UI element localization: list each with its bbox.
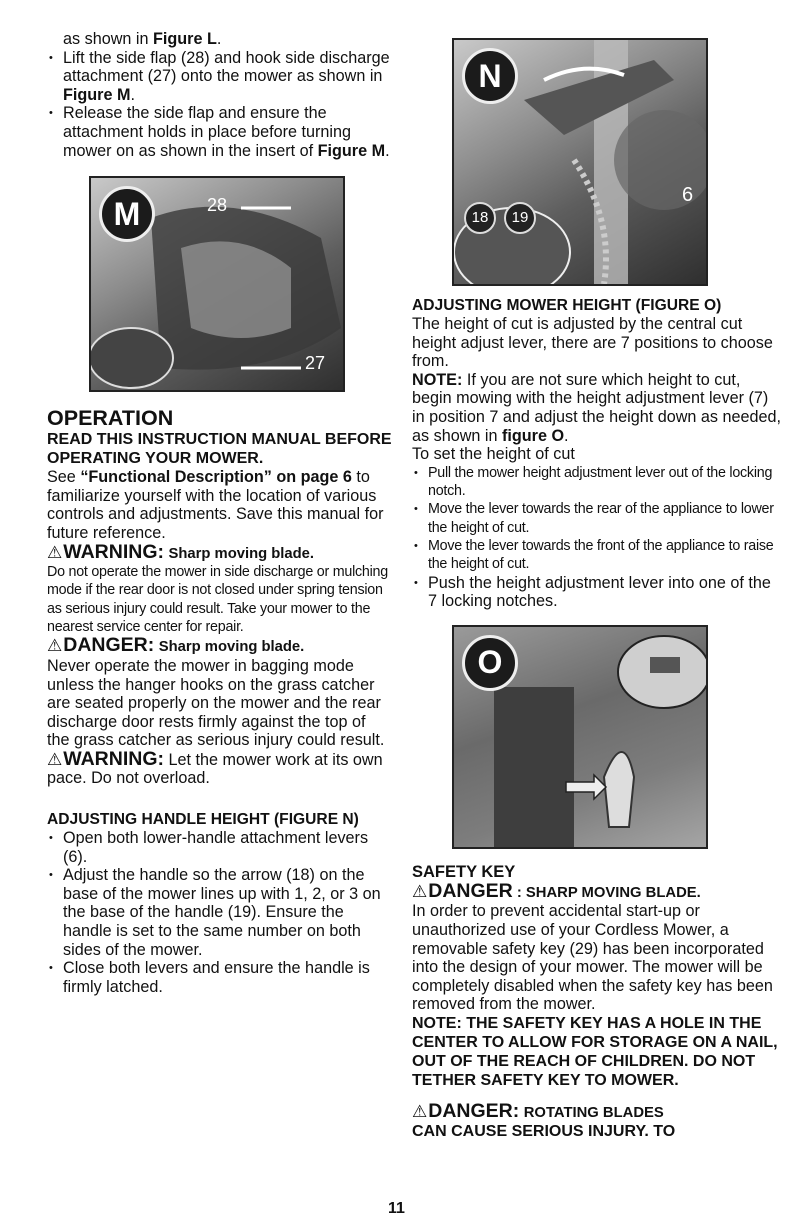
note-paragraph: NOTE: If you are not sure which height to cut, begin mowing with the height adjustment lever (7) in position 7 and adjust the height down as needed, as shown in figure O. [412,370,781,445]
warning-triangle-icon: ⚠ [412,1101,428,1121]
intro-line: as shown in Figure L. [63,30,222,48]
set-bullet-2: • Move the lever towards the rear of the appliance to lower the height of cut. [412,500,784,537]
safety-key-text: In order to prevent accidental start-up or unauthorized use of your Cordless Mower, a removable safety key (29) has been incorporated into the design of your mower. The mower will be completely disabled when the safety key has been removed from the mower. [412,902,773,1014]
danger-1: ⚠DANGER: Sharp moving blade. [47,634,305,657]
set-bullet-4: • Push the height adjustment lever into one of the 7 locking notches. [412,574,784,611]
figure-m-badge: M [99,186,155,242]
warning-1: ⚠WARNING: Sharp moving blade. [47,540,315,563]
warning-2: ⚠WARNING: Let the mower work at its own pace. Do not overload. [47,747,383,788]
handle-height-heading: ADJUSTING HANDLE HEIGHT (FIGURE N) [47,811,359,829]
bullet-release-flap: • Release the side flap and ensure the attachment holds in place before turning mower on as shown in the insert of Figure M. [47,104,392,160]
callout-6: 6 [682,184,694,206]
figure-o-photo [452,625,708,849]
set-bullet-3: • Move the lever towards the front of the appliance to raise the height of cut. [412,537,784,574]
danger-3: ⚠DANGER: ROTATING BLADES [412,1099,664,1122]
left-column [47,30,392,996]
warning-1-text: Do not operate the mower in side discharge or mulching mode if the rear door is not closed under spring tension as serious injury could result. Take your mower to the nearest service center for repair. [47,564,388,636]
safety-key-heading: SAFETY KEY [412,862,516,881]
see-paragraph: See “Functional Description” on page 6 to familiarize yourself with the location of various controls and adjustments. Save this manual for future reference. [47,468,384,542]
figure-o-badge: O [462,635,518,691]
figure-n-badge: N [462,48,518,104]
mower-height-text: The height of cut is adjusted by the central cut height adjust lever, there are 7 positions to choose from. [412,315,773,371]
callout-27: 27 [305,353,326,374]
safety-key-note: NOTE: THE SAFETY KEY HAS A HOLE IN THE CENTER TO ALLOW FOR STORAGE ON A NAIL, OUT OF THE REACH OF CHILDREN. DO NOT TETHER SAFETY KEY TO MOWER. [412,1014,778,1089]
operation-heading: OPERATION [47,406,174,431]
callout-28: 28 [207,195,228,216]
figure-n-photo [452,38,708,286]
warning-triangle-icon: ⚠ [47,542,63,562]
handle-bullet-2: • Adjust the handle so the arrow (18) on the base of the mower lines up with 1, 2, or 3 on the base of the handle (19). Ensure the handle is set to the same number on both sides of the mower. [47,866,392,959]
figure-m-photo [89,176,345,392]
warning-triangle-icon: ⚠ [47,636,63,656]
set-bullet-1: • Pull the mower height adjustment lever out of the locking notch. [412,464,784,501]
danger-1-text: Never operate the mower in bagging mode unless the hanger hooks on the grass catcher are seated properly on the mower and the rear discharge door rests firmly against the top of the grass catcher as serious injury could result. [47,656,385,750]
bullet-lift-flap: • Lift the side flap (28) and hook side discharge attachment (27) onto the mower as shown in Figure M. [47,49,392,105]
danger-2: ⚠DANGER : SHARP MOVING BLADE. [412,879,701,902]
page-number: 11 [388,1200,405,1217]
warning-triangle-icon: ⚠ [47,749,63,769]
warning-triangle-icon: ⚠ [412,881,428,901]
read-manual-heading: READ THIS INSTRUCTION MANUAL BEFORE OPERATING YOUR MOWER. [47,431,392,468]
right-column [412,30,784,1141]
handle-bullet-1: • Open both lower-handle attachment levers (6). [47,829,392,866]
callout-18-badge: 18 [464,202,496,234]
set-height-text: To set the height of cut [412,445,575,464]
handle-bullet-3: • Close both levers and ensure the handle is firmly latched. [47,959,392,996]
callout-19-badge: 19 [504,202,536,234]
danger-3-line-2: CAN CAUSE SERIOUS INJURY. TO [412,1123,676,1141]
mower-height-heading: ADJUSTING MOWER HEIGHT (FIGURE O) [412,297,722,314]
